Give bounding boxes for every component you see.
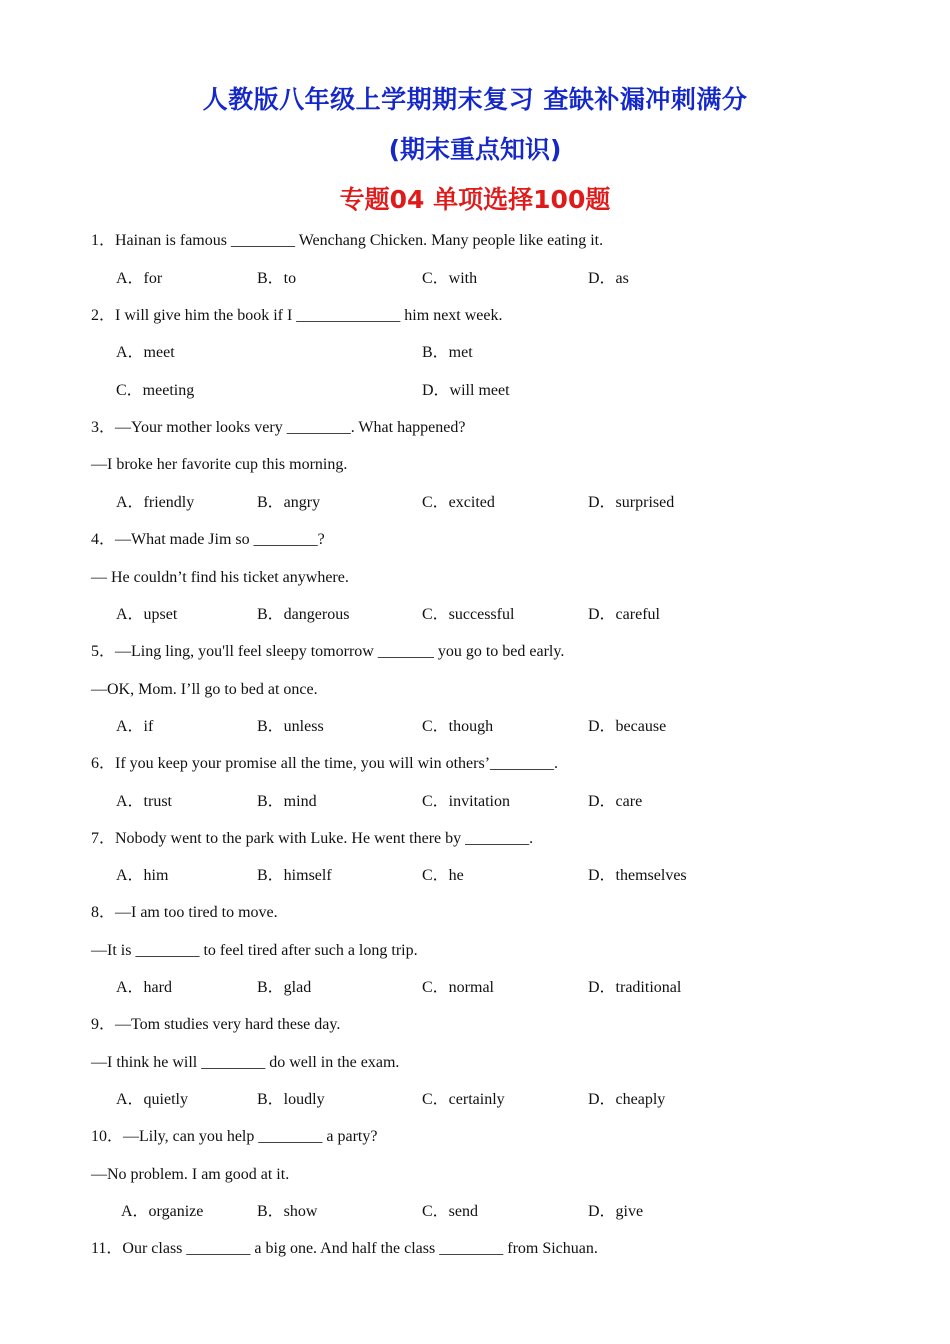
q4-option-c: C．successful	[422, 606, 515, 623]
q10-option-c: C．send	[422, 1203, 479, 1220]
q9-option-a: A．quietly	[116, 1091, 188, 1108]
question-4-text: 4．—What made Jim so ________?	[91, 531, 325, 548]
q7-option-c: C．he	[422, 867, 464, 884]
question-4-reply: — He couldn’t find his ticket anywhere.	[91, 569, 349, 586]
q7-option-b: B．himself	[257, 867, 332, 884]
q2-option-c: C．meeting	[116, 382, 195, 399]
question-7-text: 7．Nobody went to the park with Luke. He went there by ________.	[91, 830, 534, 847]
question-5-reply: —OK, Mom. I’ll go to bed at once.	[91, 681, 318, 698]
question-2-text: 2．I will give him the book if I _____________ him next week.	[91, 307, 503, 324]
q1-option-c: C．with	[422, 270, 478, 287]
question-6-text: 6．If you keep your promise all the time, you will win others’________.	[91, 755, 559, 772]
question-9-reply: —I think he will ________ do well in the exam.	[91, 1054, 400, 1071]
q6-option-b: B．mind	[257, 793, 317, 810]
q9-option-b: B．loudly	[257, 1091, 325, 1108]
q2-option-d: D．will meet	[422, 382, 510, 399]
q8-option-c: C．normal	[422, 979, 494, 996]
question-8-text: 8．—I am too tired to move.	[91, 904, 278, 921]
q7-option-d: D．themselves	[588, 867, 687, 884]
q5-option-a: A．if	[116, 718, 154, 735]
q6-option-a: A．trust	[116, 793, 173, 810]
q8-option-b: B．glad	[257, 979, 312, 996]
q10-option-d: D．give	[588, 1203, 644, 1220]
q5-option-d: D．because	[588, 718, 667, 735]
question-10-reply: —No problem. I am good at it.	[91, 1166, 290, 1183]
q3-option-d: D．surprised	[588, 494, 675, 511]
question-8-reply: —It is ________ to feel tired after such a long trip.	[91, 942, 418, 959]
q1-option-d: D．as	[588, 270, 629, 287]
q3-option-c: C．excited	[422, 494, 495, 511]
q8-option-a: A．hard	[116, 979, 172, 996]
q7-option-a: A．him	[116, 867, 169, 884]
topic-title: 专题04 单项选择100题	[339, 185, 611, 214]
q3-option-a: A．friendly	[116, 494, 195, 511]
q4-option-b: B．dangerous	[257, 606, 350, 623]
q3-option-b: B．angry	[257, 494, 321, 511]
q9-option-d: D．cheaply	[588, 1091, 666, 1108]
page-title: 人教版八年级上学期期末复习 查缺补漏冲刺满分	[202, 85, 748, 114]
q5-option-b: B．unless	[257, 718, 324, 735]
q4-option-d: D．careful	[588, 606, 660, 623]
q10-option-b: B．show	[257, 1203, 318, 1220]
q1-option-a: A．for	[116, 270, 163, 287]
page-subtitle: (期末重点知识)	[388, 135, 562, 164]
question-10-text: 10．—Lily, can you help ________ a party?	[91, 1128, 378, 1145]
q10-option-a: A．organize	[121, 1203, 204, 1220]
q6-option-d: D．care	[588, 793, 643, 810]
q4-option-a: A．upset	[116, 606, 178, 623]
q5-option-c: C．though	[422, 718, 494, 735]
q6-option-c: C．invitation	[422, 793, 511, 810]
question-3-reply: —I broke her favorite cup this morning.	[91, 456, 348, 473]
q1-option-b: B．to	[257, 270, 297, 287]
q2-option-b: B．met	[422, 344, 473, 361]
question-3-text: 3．—Your mother looks very ________. What happened?	[91, 419, 466, 436]
q2-option-a: A．meet	[116, 344, 175, 361]
question-5-text: 5．—Ling ling, you'll feel sleepy tomorrow _______ you go to bed early.	[91, 643, 565, 660]
question-9-text: 9．—Tom studies very hard these day.	[91, 1016, 341, 1033]
question-1-text: 1．Hainan is famous ________ Wenchang Chicken. Many people like eating it.	[91, 232, 604, 249]
q9-option-c: C．certainly	[422, 1091, 505, 1108]
q8-option-d: D．traditional	[588, 979, 682, 996]
question-11-text: 11．Our class ________ a big one. And half the class ________ from Sichuan.	[91, 1240, 598, 1257]
